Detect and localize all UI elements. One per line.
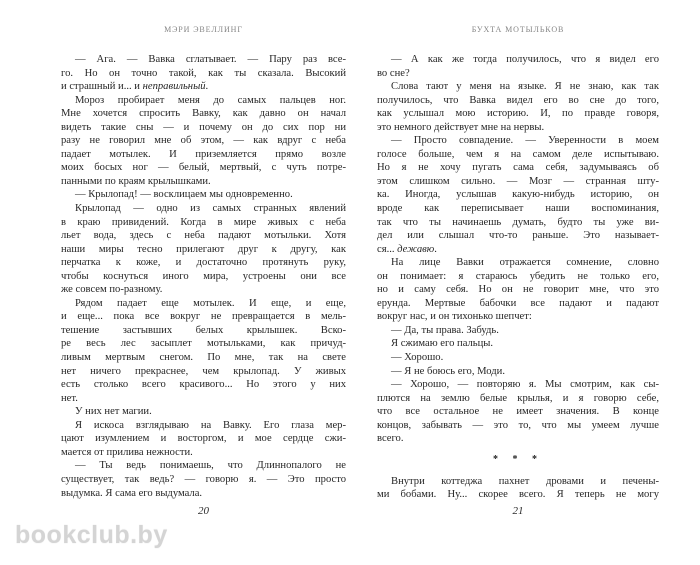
page-number-left: 20: [198, 505, 209, 517]
text-line: цают изумлением и восторгом, и мое сердце сжи-: [61, 433, 346, 445]
text-line: он понимает: я стараюсь убедить не только его,: [377, 270, 659, 282]
text-line: нет ничего прекраснее, чем крылопад. У живых: [61, 365, 346, 377]
plain-text: .: [205, 81, 209, 93]
book-page-right: [377, 0, 659, 565]
text-line: — Ты ведь понимаешь, что Длиннопалого не: [75, 460, 346, 472]
italic-text: неправильный: [142, 81, 206, 93]
text-line: что все остальное не имеет значения. В конце: [377, 406, 659, 418]
text-line: как услышал мою историю. И, по правде говоря,: [377, 108, 659, 120]
text-line: ми бобами. Ну... скорее всего. Я теперь не могу: [377, 489, 659, 501]
text-line: — Крылопад! — восклицаем мы одновременно.: [75, 189, 293, 201]
text-line: плются на землю белые крылья, и я говорю себе,: [377, 392, 659, 404]
text-line: Мне хочется спросить Вавку, как давно он начал: [61, 108, 346, 120]
text-block: [377, 53, 659, 502]
text-line: так что ты начинаешь думать, будто ты уже ви-: [377, 216, 659, 228]
text-line: ливым мертвым снегом. По мне, так на свете: [61, 352, 346, 364]
text-line: льет вода, здесь с неба падают мотыльки. Хотя: [61, 230, 346, 242]
text-block: [61, 53, 346, 500]
text-line: Но я не хочу пугать сама себя, задумываясь об: [377, 162, 659, 174]
text-line: ка. Иногда, услышав какую-нибудь историю, он: [377, 189, 659, 201]
text-line: Слова тают у меня на языке. Я не знаю, как так: [391, 81, 659, 93]
page-number-right: 21: [512, 505, 524, 517]
section-separator: * * *: [493, 453, 543, 465]
text-line: — Хорошо, — повторяю я. Мы смотрим, как сы-: [391, 379, 659, 391]
text-line: [377, 243, 659, 257]
text-line: но и саму себя. Но он не говорит мне, что это: [377, 284, 659, 296]
text-line: Я сжимаю его пальцы.: [391, 338, 494, 350]
text-line: дел или слышал что-то раньше. Это называет-: [377, 230, 659, 242]
running-head-author: МЭРИ ЭВЕЛЛИНГ: [164, 25, 243, 34]
text-line: На лице Вавки отражается сомнение, словно: [391, 257, 659, 269]
text-line: мается от прилива нежности.: [61, 446, 193, 458]
text-line: Мороз пробирает меня до самых пальцев ног.: [75, 94, 346, 106]
text-line: это немного действует мне на нервы.: [377, 121, 545, 133]
text-line: есть столько всего красивого... Но этого у них: [61, 379, 346, 391]
text-line: У них нет магии.: [75, 406, 152, 418]
text-line: Рядом падает еще мотылек. И еще, и еще,: [75, 297, 346, 309]
text-line: получилось, что Вавка видел его во сне до того,: [377, 94, 659, 106]
text-line: ерунда. Мертвые бабочки все падают и падают: [377, 297, 659, 309]
text-line: тешение застывших белых крылышек. Вско-: [61, 324, 346, 336]
text-line: Крылопад — одно из самых странных явлений: [75, 203, 346, 215]
text-line: падает мотылек. И приземляется прямо возле: [61, 148, 346, 160]
text-line: чтобы коснуться иного мира, устроены они все: [61, 270, 346, 282]
text-line: — Да, ты права. Забудь.: [391, 324, 499, 336]
text-line: видеть такие сны — и почему он до сих пор ни: [61, 121, 346, 133]
text-line: голосе больше, чем я на самом деле испытываю.: [377, 148, 659, 160]
plain-text: .: [434, 243, 437, 255]
text-line: го. Но он точно такой, как ты сказала. Высокий: [61, 67, 346, 79]
text-line: вокруг нас, и он тихонько шепчет:: [377, 311, 532, 323]
watermark: bookclub.by: [15, 521, 168, 549]
text-line: Внутри коттеджа пахнет дровами и печены-: [391, 475, 659, 487]
text-line: Я искоса взглядываю на Вавку. Его глаза мер-: [75, 419, 346, 431]
text-line: — А как же тогда получилось, что я видел его: [391, 54, 659, 65]
text-line: разу не говорил мне об этом, — как вдруг с неба: [61, 135, 346, 147]
text-line: наши миры тесно прилегают друг к другу, как: [61, 243, 346, 255]
text-line: — Хорошо.: [391, 352, 444, 364]
text-line: перчатка к коже, и достаточно протянуть руку,: [61, 257, 346, 269]
text-line: ре весь лес засыплет мотыльками, как причуд-: [61, 338, 346, 350]
text-line: в краю привидений. Когда в мире живых с неба: [61, 216, 346, 228]
plain-text: и страшный и... и: [61, 81, 143, 93]
text-line: моих босых ног — белый, мертвый, с чуть потре-: [61, 162, 346, 174]
text-line: существует, так ведь? — говорю я. — Это просто: [61, 473, 346, 485]
italic-text: дежавю: [397, 243, 435, 255]
text-line: концов, забывать — это то, что мы умеем лучше: [377, 419, 659, 431]
running-head-title: БУХТА МОТЫЛЬКОВ: [471, 25, 565, 34]
text-line: во сне?: [377, 67, 410, 79]
text-line: — Я не боюсь его, Моди.: [391, 365, 505, 377]
text-line: панными по краям крылышками.: [61, 175, 211, 187]
text-line: вроде как переписывает наши воспоминания,: [377, 203, 659, 215]
plain-text: ся...: [377, 243, 398, 255]
text-line: выдумка. Я сама его выдумала.: [61, 487, 203, 499]
text-line: [61, 80, 346, 94]
text-line: же совсем по-разному.: [61, 284, 163, 296]
text-line: этом слишком сильно. — Мозг — странная шту-: [377, 175, 659, 187]
text-line: и еще... пока все вокруг не превращается в мель-: [61, 311, 346, 323]
text-line: — Просто совпадение. — Уверенности в моем: [391, 135, 659, 147]
text-line: — Ага. — Вавка сглатывает. — Пару раз все-: [75, 54, 346, 65]
book-page-left: [61, 0, 346, 565]
text-line: нет.: [61, 392, 78, 404]
text-line: всего.: [377, 433, 404, 445]
